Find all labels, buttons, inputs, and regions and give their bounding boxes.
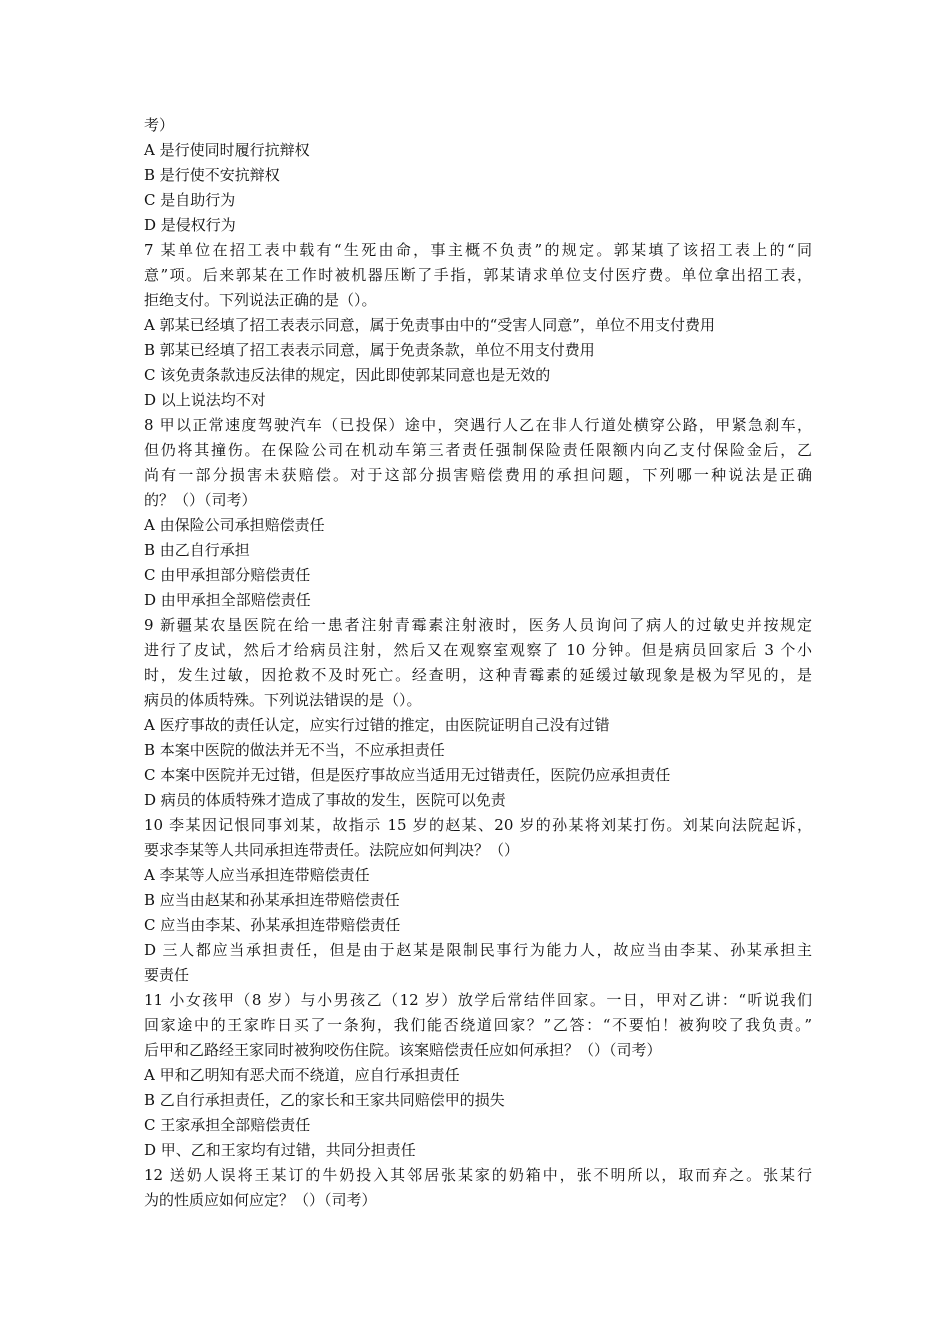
answer-option-line: 要责任 <box>144 966 190 984</box>
answer-option-line: B 是行使不安抗辩权 <box>144 166 280 184</box>
question-text-line: 病员的体质特殊。下列说法错误的是（）。 <box>144 691 422 709</box>
answer-option-line: A 郭某已经填了招工表表示同意，属于免责事由中的“受害人同意”，单位不用支付费用 <box>144 316 715 334</box>
answer-option-line: A 甲和乙明知有恶犬而不绕道，应自行承担责任 <box>144 1066 460 1084</box>
answer-option-line: C 该免责条款违反法律的规定，因此即使郭某同意也是无效的 <box>144 366 551 384</box>
question-text-line: 为的性质应如何应定？（）（司考） <box>144 1191 377 1209</box>
question-text-line: 要求李某等人共同承担连带责任。法院应如何判决？（） <box>144 841 520 859</box>
answer-option-line: B 乙自行承担责任，乙的家长和王家共同赔偿甲的损失 <box>144 1091 505 1109</box>
answer-option-line: A 医疗事故的责任认定，应实行过错的推定，由医院证明自己没有过错 <box>144 716 610 734</box>
question-text-line: 的？（）（司考） <box>144 491 257 509</box>
question-text-line: 进行了皮试，然后才给病员注射，然后又在观察室观察了 10 分钟。但是病员回家后 3 个小 <box>144 641 812 659</box>
question-text-line: 7 某单位在招工表中载有“生死由命，事主概不负责”的规定。郭某填了该招工表上的“同 <box>144 241 812 259</box>
question-text-line: 意”项。后来郭某在工作时被机器压断了手指，郭某请求单位支付医疗费。单位拿出招工表， <box>144 266 812 284</box>
answer-option-line: B 应当由赵某和孙某承担连带赔偿责任 <box>144 891 400 909</box>
answer-option-line: D 以上说法均不对 <box>144 391 266 409</box>
answer-option-line: D 是侵权行为 <box>144 216 236 234</box>
question-text-line: 8 甲以正常速度驾驶汽车（已投保）途中，突遇行人乙在非人行道处横穿公路，甲紧急刹车， <box>144 416 812 434</box>
question-text-line: 回家途中的王家昨日买了一条狗，我们能否绕道回家？”乙答：“不要怕！被狗咬了我负责。” <box>144 1016 812 1034</box>
question-text-line: 12 送奶人误将王某订的牛奶投入其邻居张某家的奶箱中，张不明所以，取而弃之。张某行 <box>144 1166 812 1184</box>
answer-option-line: D 甲、乙和王家均有过错，共同分担责任 <box>144 1141 416 1159</box>
question-text-line: 拒绝支付。下列说法正确的是（）。 <box>144 291 377 309</box>
answer-option-line: C 本案中医院并无过错，但是医疗事故应当适用无过错责任，医院仍应承担责任 <box>144 766 671 784</box>
question-text-line: 尚有一部分损害未获赔偿。对于这部分损害赔偿费用的承担问题，下列哪一种说法是正确 <box>144 466 812 484</box>
answer-option-line: B 由乙自行承担 <box>144 541 250 559</box>
answer-option-line: D 三人都应当承担责任，但是由于赵某是限制民事行为能力人，故应当由李某、孙某承担主 <box>144 941 812 959</box>
question-text-line: 但仍将其撞伤。在保险公司在机动车第三者责任强制保险责任限额内向乙支付保险金后，乙 <box>144 441 812 459</box>
answer-option-line: C 由甲承担部分赔偿责任 <box>144 566 311 584</box>
answer-option-line: A 李某等人应当承担连带赔偿责任 <box>144 866 370 884</box>
answer-option-line: D 由甲承担全部赔偿责任 <box>144 591 311 609</box>
answer-option-line: B 郭某已经填了招工表表示同意，属于免责条款，单位不用支付费用 <box>144 341 595 359</box>
answer-option-line: B 本案中医院的做法并无不当，不应承担责任 <box>144 741 445 759</box>
text-line: 考） <box>144 116 175 134</box>
answer-option-line: C 应当由李某、孙某承担连带赔偿责任 <box>144 916 401 934</box>
answer-option-line: C 是自助行为 <box>144 191 236 209</box>
question-text-line: 10 李某因记恨同事刘某，故指示 15 岁的赵某、20 岁的孙某将刘某打伤。刘某向法院起诉， <box>144 816 812 834</box>
answer-option-line: A 是行使同时履行抗辩权 <box>144 141 310 159</box>
document-page <box>144 113 812 1213</box>
answer-option-line: A 由保险公司承担赔偿责任 <box>144 516 325 534</box>
question-text-line: 11 小女孩甲（8 岁）与小男孩乙（12 岁）放学后常结伴回家。一日，甲对乙讲：“听说我们 <box>144 991 812 1009</box>
question-text-line: 后甲和乙路经王家同时被狗咬伤住院。该案赔偿责任应如何承担？（）（司考） <box>144 1041 662 1059</box>
answer-option-line: C 王家承担全部赔偿责任 <box>144 1116 311 1134</box>
answer-option-line: D 病员的体质特殊才造成了事故的发生，医院可以免责 <box>144 791 506 809</box>
question-text-line: 9 新疆某农垦医院在给一患者注射青霉素注射液时，医务人员询问了病人的过敏史并按规定 <box>144 616 812 634</box>
question-text-line: 时，发生过敏，因抢救不及时死亡。经查明，这种青霉素的延缓过敏现象是极为罕见的，是 <box>144 666 812 684</box>
